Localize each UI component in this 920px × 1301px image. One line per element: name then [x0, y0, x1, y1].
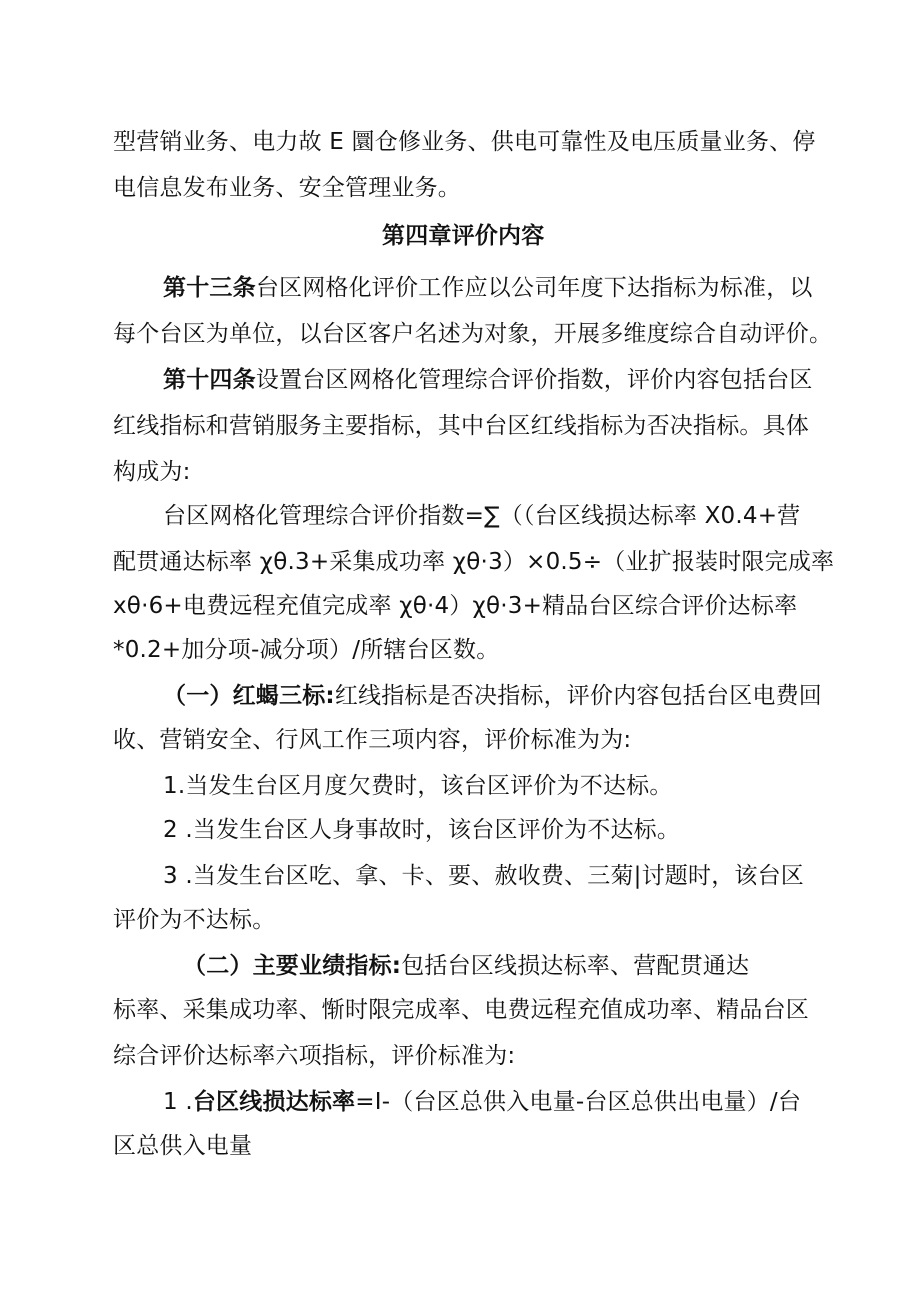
article-text: 台区网格化评价工作应以公司年度下达指标为标准，以 — [255, 275, 813, 301]
paragraph-line: 构成为: — [113, 459, 191, 485]
list-item: 1.当发生台区月度欠费时，该台区评价为不达标。 — [163, 773, 673, 799]
section-2-heading — [183, 950, 749, 982]
article-13 — [163, 272, 813, 304]
formula-line: xθ·6+电费远程充值完成率 χθ·4）χθ·3+精品台区综合评价达标率 — [113, 593, 798, 619]
section-1-heading — [163, 680, 822, 712]
chapter-title: 第四章评价内容 — [382, 223, 545, 249]
paragraph-line: 收、营销安全、行风工作三项内容，评价标准为为: — [113, 727, 632, 753]
article-label: 第十三条 — [163, 275, 256, 301]
list-item: 3 .当发生台区吃、拿、卡、要、赦收费、三菊|讨题时，该台区 — [163, 863, 805, 889]
article-14 — [163, 364, 813, 396]
paragraph-line: 标率、采集成功率、惭时限完成率、电费远程充值成功率、精品台区 — [113, 997, 809, 1023]
kpi-label: 台区线损达标率 — [192, 1089, 356, 1115]
formula-line: 配贯通达标率 χθ.3+采集成功率 χθ·3）×0.5÷（业扩报装时限完成率 — [113, 549, 835, 575]
paragraph-line: 区总供入电量 — [113, 1133, 253, 1159]
section-label: （二）主要业绩指标: — [183, 953, 402, 979]
paragraph-line: 红线指标和营销服务主要指标，其中台区红线指标为否决指标。具体 — [113, 413, 809, 439]
paragraph-line: 每个台区为单位，以台区客户名述为对象，开展多维度综合自动评价。 — [113, 321, 833, 347]
formula-line: 台区网格化管理综合评价指数=∑（（台区线损达标率 X0.4+营 — [163, 503, 801, 529]
kpi-text: =I-（台区总供入电量-台区总供出电量）/台 — [355, 1089, 802, 1115]
paragraph-line: 型营销业务、电力故 E 圜仓修业务、供电可靠性及电压质量业务、停 — [113, 129, 816, 155]
section-text: 红线指标是否决指标，评价内容包括台区电费回 — [334, 683, 823, 709]
section-text: 包括台区线损达标率、营配贯通达 — [401, 953, 750, 979]
formula-line: *0.2+加分项-减分项）/所辖台区数。 — [113, 637, 500, 663]
paragraph-line: 综合评价达标率六项指标，评价标准为: — [113, 1043, 516, 1069]
article-label: 第十四条 — [163, 367, 256, 393]
paragraph-line: 电信息发布业务、安全管理业务。 — [113, 175, 461, 201]
list-item: 2 .当发生台区人身事故时，该台区评价为不达标。 — [163, 817, 681, 843]
article-text: 设置台区网格化管理综合评价指数，评价内容包括台区 — [255, 367, 813, 393]
kpi-number: 1 . — [163, 1089, 193, 1115]
section-label: （一）红蝎三标: — [163, 683, 335, 709]
paragraph-line: 评价为不达标。 — [113, 907, 276, 933]
kpi-1 — [163, 1086, 801, 1118]
